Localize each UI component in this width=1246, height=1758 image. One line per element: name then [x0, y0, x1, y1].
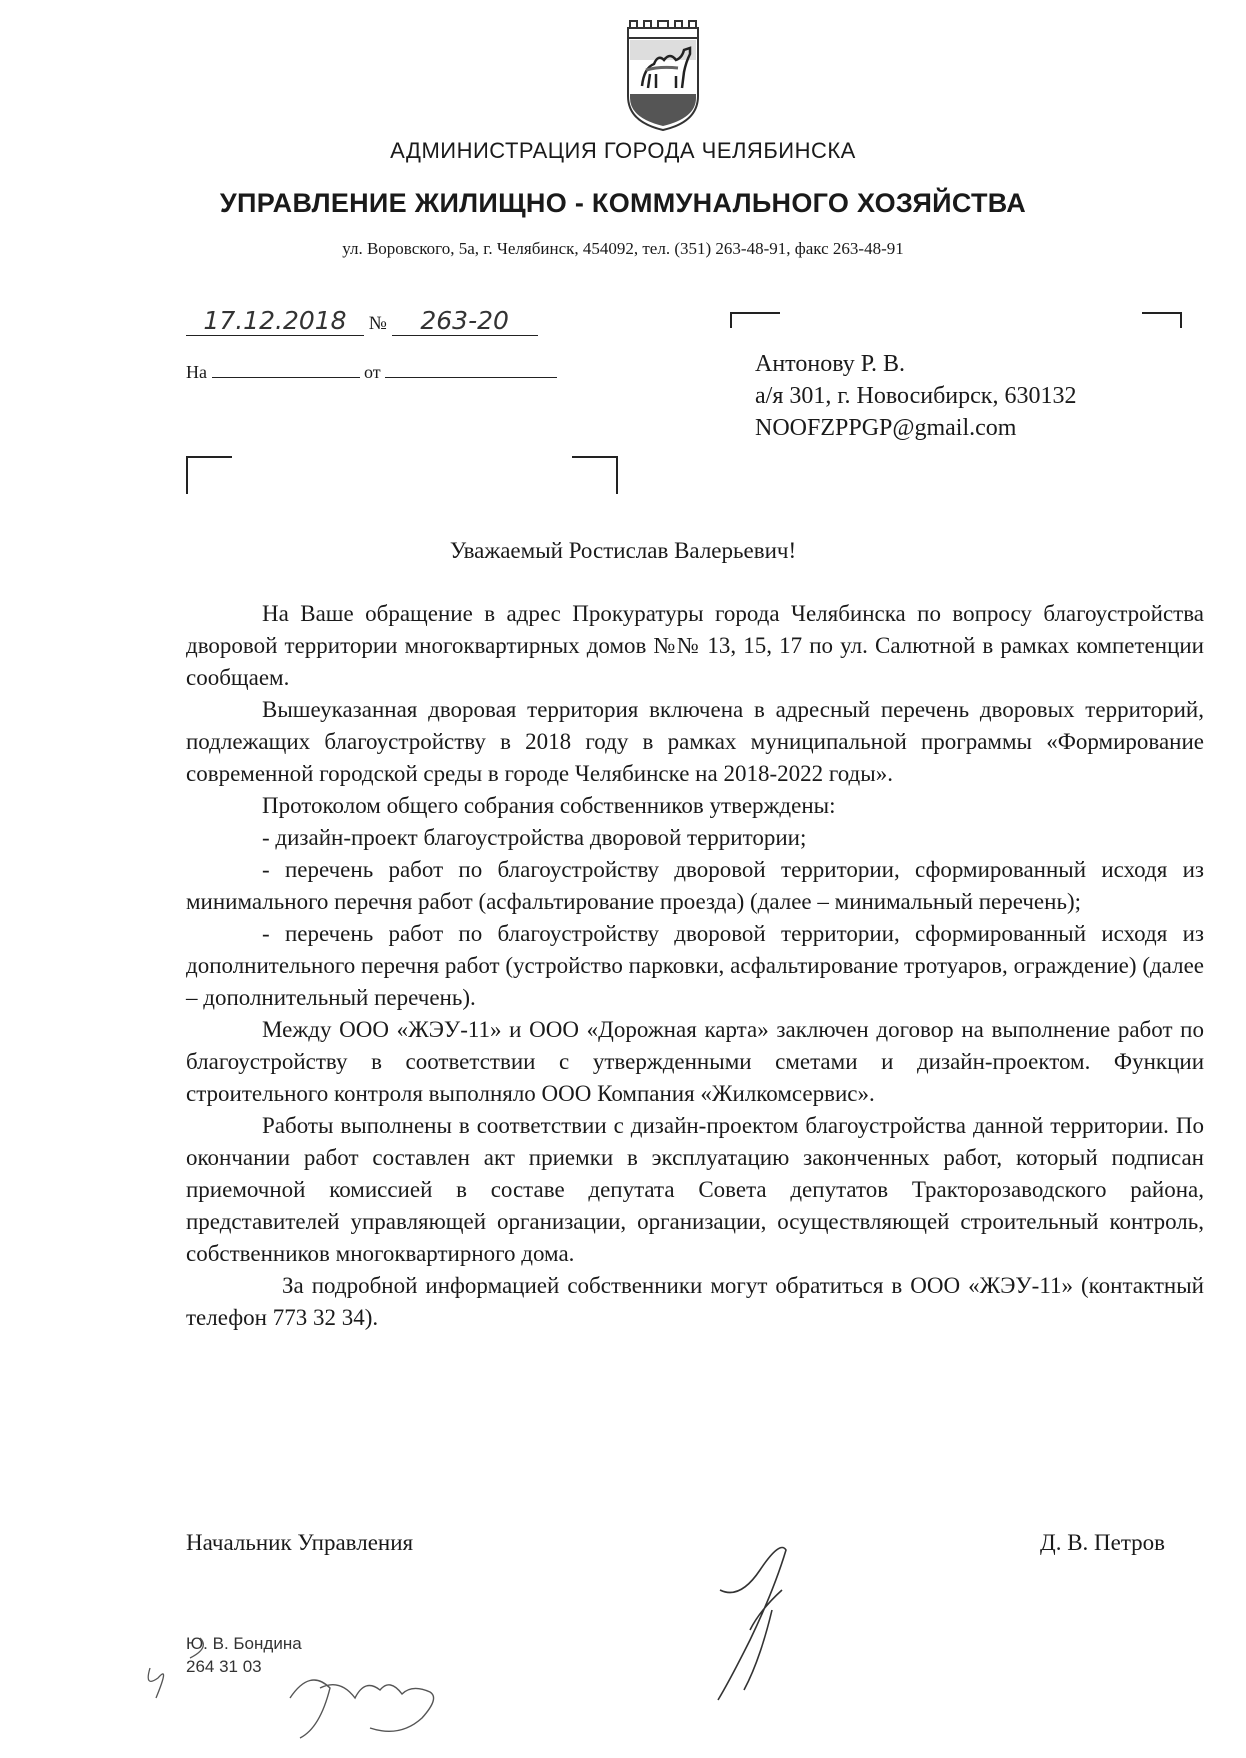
paragraph: На Ваше обращение в адрес Прокуратуры города Челябинска по вопросу благоустройства дворовой территории многоквартирных домов №№ 13, 15, 17 по ул. Салютной в рамках компетенции сообщаем. — [186, 601, 1204, 690]
paragraph: Работы выполнены в соответствии с дизайн-проектом благоустройства данной территории. По окончании работ составлен акт приемки в эксплуатацию законченных работ, который подписан приемочной комиссией в составе депутата Совета депутатов Тракторозаводского района, представителей управляющей организации, организации, осуществляющей строительный контроль, собственников многоквартирного дома. — [186, 1113, 1204, 1266]
na-label: На — [186, 362, 207, 382]
list-item: - дизайн-проект благоустройства дворовой территории; — [262, 825, 807, 850]
reference-line — [186, 362, 557, 383]
approval-signature-mark — [140, 1628, 480, 1748]
letter-body — [186, 598, 1204, 1334]
recipient-address: а/я 301, г. Новосибирск, 630132 — [755, 383, 1077, 409]
recipient-block — [755, 348, 1076, 444]
list-item: - перечень работ по благоустройству дворовой территории, сформированный исходя из дополнительного перечня работ (устройство парковки, асфальтирование тротуаров, ограждение) (далее – дополнительный перечень). — [186, 921, 1204, 1010]
subject-bracket-right — [572, 456, 618, 494]
recipient-bracket-right — [1142, 312, 1182, 328]
subject-bracket-left — [186, 456, 232, 494]
department-title: УПРАВЛЕНИЕ ЖИЛИЩНО - КОММУНАЛЬНОГО ХОЗЯЙСТВА — [219, 188, 1027, 218]
paragraph: Протоколом общего собрания собственников утверждены: — [262, 793, 836, 818]
recipient-email: NOOFZPPGP@gmail.com — [755, 415, 1017, 441]
outgoing-date: 17.12.2018 — [186, 306, 364, 336]
executor-phone: 264 31 03 — [186, 1657, 262, 1676]
greeting: Уважаемый Ростислав Валерьевич! — [449, 538, 797, 563]
executor-name: Ю. В. Бондина — [186, 1634, 302, 1653]
paragraph: Вышеуказанная дворовая территория включена в адресный перечень дворовых территорий, подлежащих благоустройству в 2018 году в рамках муниципальной программы «Формирование современной городской среды в городе Челябинске на 2018-2022 годы». — [186, 697, 1204, 786]
signatory-name: Д. В. Петров — [1040, 1530, 1166, 1555]
list-item: - перечень работ по благоустройству дворовой территории, сформированный исходя из минимального перечня работ (асфальтирование проезда) (далее – минимальный перечень); — [186, 857, 1204, 914]
coat-of-arms-icon — [620, 18, 706, 132]
number-label: № — [368, 313, 387, 334]
signatory-position: Начальник Управления — [186, 1530, 414, 1555]
recipient-name: Антонову Р. В. — [755, 351, 906, 377]
department-address: ул. Воровского, 5а, г. Челябинск, 454092, тел. (351) 263-48-91, факс 263-48-91 — [342, 239, 904, 258]
paragraph: Между ООО «ЖЭУ-11» и ООО «Дорожная карта» заключен договор на выполнение работ по благоустройству в соответствии с утвержденными сметами и дизайн-проектом. Функции строительного контроля выполняло ООО Компания «Жилкомсервис». — [186, 1017, 1204, 1106]
ot-label: от — [364, 362, 381, 382]
administration-title: АДМИНИСТРАЦИЯ ГОРОДА ЧЕЛЯБИНСКА — [390, 138, 856, 163]
paragraph: За подробной информацией собственники могут обратиться в ООО «ЖЭУ-11» (контактный телефон 773 32 34). — [186, 1273, 1204, 1330]
recipient-bracket-left — [730, 312, 780, 328]
registration-line — [186, 306, 538, 336]
signature-mark — [690, 1530, 810, 1710]
outgoing-number: 263-20 — [392, 306, 538, 336]
